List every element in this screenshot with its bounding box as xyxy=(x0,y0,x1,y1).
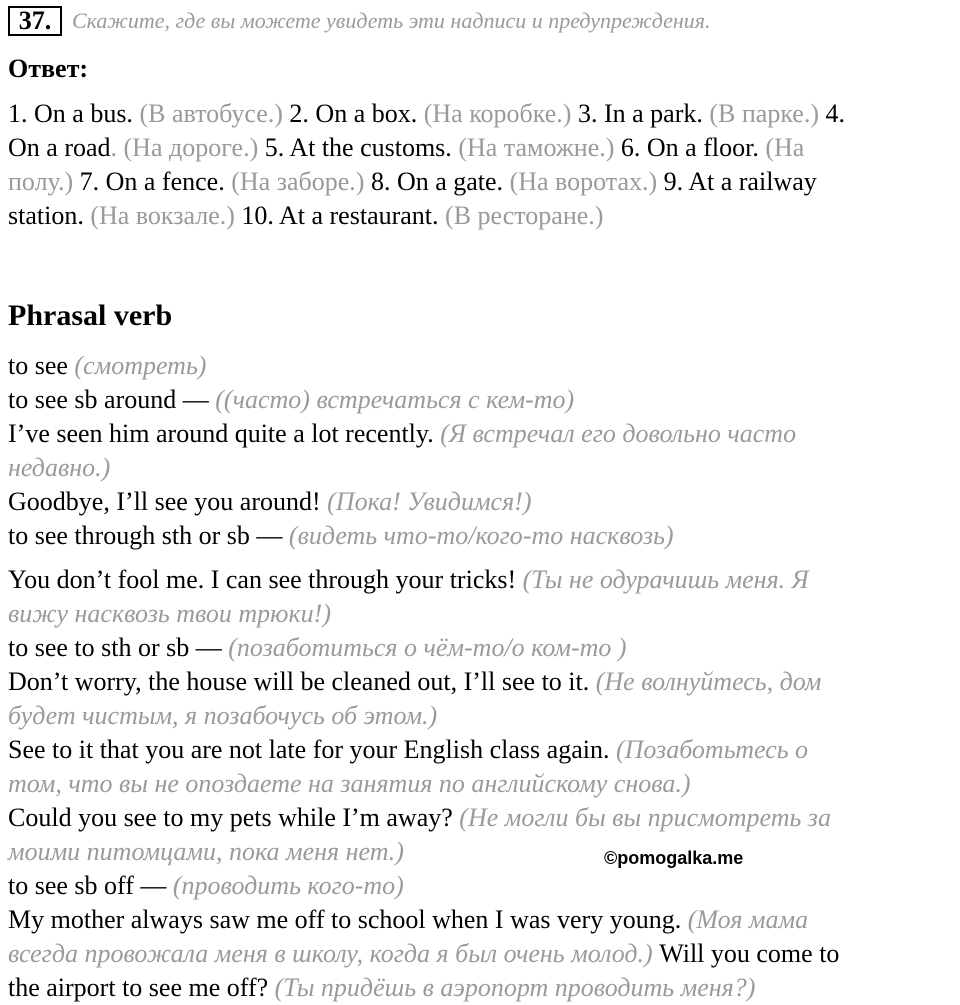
task-instruction: Скажите, где вы можете увидеть эти надписи и предупреждения. xyxy=(72,8,711,33)
english-text: 3. In a park. xyxy=(571,99,710,128)
answer-line xyxy=(8,165,817,199)
phrasal-line xyxy=(8,665,821,699)
phrasal-line xyxy=(8,417,796,451)
english-text: On a road xyxy=(8,133,111,162)
russian-translation: (видеть что-то/кого-то насквозь) xyxy=(288,521,674,550)
phrasal-line xyxy=(8,563,809,597)
phrasal-line xyxy=(8,485,532,519)
russian-translation: том, что вы не опоздаете на занятия по английскому снова.) xyxy=(8,769,691,798)
phrasal-line xyxy=(8,903,808,937)
phrasal-line xyxy=(8,835,404,869)
russian-translation: (позаботиться о чём-то/о ком-то ) xyxy=(228,633,627,662)
english-text: to see xyxy=(8,351,75,380)
english-text: station. xyxy=(8,201,91,230)
russian-translation: (На дороге.) xyxy=(123,133,259,162)
russian-translation: (На коробке.) xyxy=(423,99,572,128)
english-text: Don’t worry, the house will be cleaned out, I’ll see to it. xyxy=(8,667,596,696)
phrasal-line xyxy=(8,519,674,553)
english-text: the airport to see me off? xyxy=(8,973,275,1002)
english-text: 9. At a railway xyxy=(657,167,817,196)
english-text: 8. On a gate. xyxy=(364,167,510,196)
phrasal-line xyxy=(8,631,627,665)
russian-translation: моими питомцами, пока меня нет.) xyxy=(8,837,404,866)
russian-translation: будет чистым, я позабочусь об этом.) xyxy=(8,701,438,730)
english-text: See to it that you are not late for your English class again. xyxy=(8,735,616,764)
english-text: I’ve seen him around quite a lot recently. xyxy=(8,419,441,448)
english-text: You don’t fool me. I can see through your tricks! xyxy=(8,565,523,594)
phrasal-line xyxy=(8,971,755,1005)
russian-translation: (проводить кого-то) xyxy=(172,871,404,900)
phrasal-line xyxy=(8,451,110,485)
english-text: Could you see to my pets while I’m away? xyxy=(8,803,460,832)
russian-translation: (На воротах.) xyxy=(509,167,658,196)
russian-translation: (Я встречал его довольно часто xyxy=(440,419,797,448)
russian-translation: (Не волнуйтесь, дом xyxy=(595,667,822,696)
phrasal-line xyxy=(8,349,206,383)
phrasal-line xyxy=(8,597,331,631)
english-text: 6. On a floor. xyxy=(614,133,766,162)
phrasal-line xyxy=(8,767,691,801)
english-text: to see through sth or sb — xyxy=(8,521,289,550)
answer-line xyxy=(8,97,845,131)
answer-label: Ответ: xyxy=(8,54,89,83)
russian-translation: (На вокзале.) xyxy=(90,201,235,230)
english-text: 7. On a fence. xyxy=(73,167,232,196)
task-number: 37. xyxy=(8,6,62,36)
phrasal-line xyxy=(8,801,831,835)
english-text: to see to sth or sb — xyxy=(8,633,229,662)
english-text: to see sb off — xyxy=(8,871,173,900)
russian-translation: полу.) xyxy=(8,167,74,196)
phrasal-line xyxy=(8,383,574,417)
answer-line xyxy=(8,199,603,233)
russian-translation: . xyxy=(110,133,124,162)
russian-translation: (Пока! Увидимся!) xyxy=(327,487,532,516)
watermark: ©pomogalka.me xyxy=(604,848,744,868)
russian-translation: (Моя мама xyxy=(687,905,809,934)
russian-translation: всегда провожала меня в школу, когда я был очень молод.) xyxy=(8,939,653,968)
russian-translation: (смотреть) xyxy=(74,351,207,380)
section-title: Phrasal verb xyxy=(8,299,173,332)
english-text: My mother always saw me off to school when I was very young. xyxy=(8,905,688,934)
english-text: Will you come to xyxy=(652,939,840,968)
phrasal-line xyxy=(8,733,808,767)
russian-translation: (В ресторане.) xyxy=(445,201,604,230)
russian-translation: (В автобусе.) xyxy=(139,99,283,128)
english-text: 10. At a restaurant. xyxy=(234,201,446,230)
russian-translation: (В парке.) xyxy=(709,99,819,128)
russian-translation: (Ты придёшь в аэропорт проводить меня?) xyxy=(274,973,756,1002)
english-text: 2. On a box. xyxy=(282,99,424,128)
english-text: 4. xyxy=(819,99,845,128)
english-text: 5. At the customs. xyxy=(258,133,459,162)
answer-line xyxy=(8,131,804,165)
russian-translation: (Ты не одурачишь меня. Я xyxy=(522,565,809,594)
russian-translation: (На заборе.) xyxy=(231,167,365,196)
russian-translation: недавно.) xyxy=(8,453,111,482)
phrasal-line xyxy=(8,869,404,903)
phrasal-line xyxy=(8,937,839,971)
russian-translation: (На таможне.) xyxy=(458,133,615,162)
phrasal-line xyxy=(8,699,437,733)
russian-translation: (Не могли бы вы присмотреть за xyxy=(459,803,831,832)
russian-translation: вижу насквозь твои трюки!) xyxy=(8,599,331,628)
russian-translation: (Позаботьтесь о xyxy=(615,735,809,764)
english-text: to see sb around — xyxy=(8,385,216,414)
english-text: 1. On a bus. xyxy=(8,99,140,128)
russian-translation: (На xyxy=(765,133,805,162)
russian-translation: ((часто) встречаться с кем-то) xyxy=(215,385,575,414)
english-text: Goodbye, I’ll see you around! xyxy=(8,487,328,516)
